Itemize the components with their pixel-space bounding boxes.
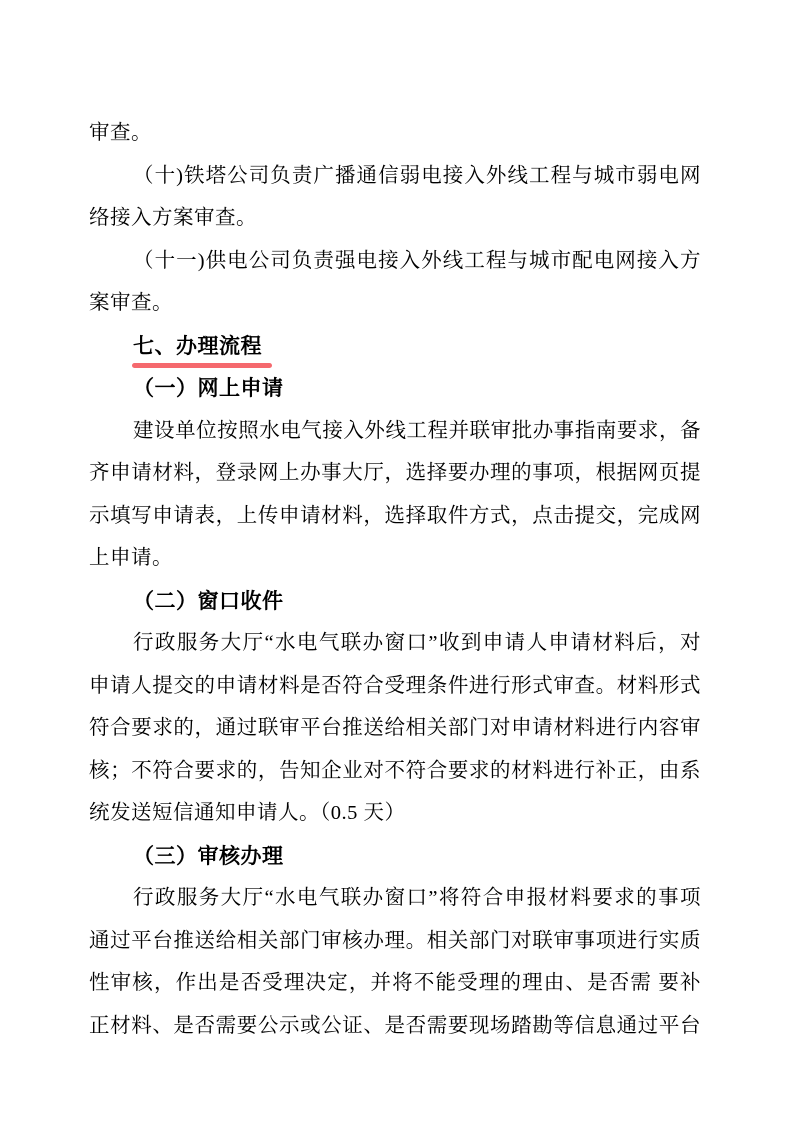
paragraph-line: 正材料、是否需要公示或公证、是否需要现场踏勘等信息通过平台 (89, 1014, 701, 1037)
section-heading-process: 七、办理流程 (133, 333, 262, 358)
subheading-window-intake: （二）窗口收件 (133, 588, 284, 613)
document-body (89, 112, 701, 1047)
subheading-review-handle: （三）审核办理 (133, 843, 284, 868)
paragraph-line: 齐申请材料，登录网上办事大厅，选择要办理的事项，根据网页提 (89, 462, 701, 484)
paragraph-line: 审查。 (89, 122, 152, 144)
paragraph-line: 行政服务大厅“水电气联办窗口”收到申请人申请材料后，对 (133, 632, 701, 654)
paragraph-line: 络接入方案审查。 (89, 207, 257, 229)
paragraph-line: 核；不符合要求的，告知企业对不符合要求的材料进行补正，由系 (89, 759, 701, 782)
paragraph-line: 性审核，作出是否受理决定，并将不能受理的理由、是否需 要补 (89, 972, 701, 994)
paragraph-line: 示填写申请表，上传申请材料，选择取件方式，点击提交，完成网 (89, 504, 701, 527)
paragraph-line: 申请人提交的申请材料是否符合受理条件进行形式审查。材料形式 (89, 674, 701, 697)
paragraph-line: （十)铁塔公司负责广播通信弱电接入外线工程与城市弱电网 (133, 164, 701, 187)
paragraph-line: 建设单位按照水电气接入外线工程并联审批办事指南要求，备 (133, 419, 701, 442)
paragraph-line: 通过平台推送给相关部门审核办理。相关部门对联审事项进行实质 (89, 929, 701, 952)
paragraph-line: 案审查。 (89, 292, 173, 314)
paragraph-line: （十一)供电公司负责强电接入外线工程与城市配电网接入方 (133, 249, 701, 272)
subheading-online-apply: （一）网上申请 (133, 376, 284, 400)
paragraph-line: 上申请。 (89, 547, 173, 569)
paragraph-line: 符合要求的，通过联审平台推送给相关部门对申请材料进行内容审 (89, 717, 701, 739)
paragraph-line: 行政服务大厅“水电气联办窗口”将符合申报材料要求的事项 (133, 887, 701, 909)
red-underline-decoration (132, 363, 272, 368)
paragraph-line: 统发送短信通知申请人。（0.5 天） (89, 802, 406, 824)
